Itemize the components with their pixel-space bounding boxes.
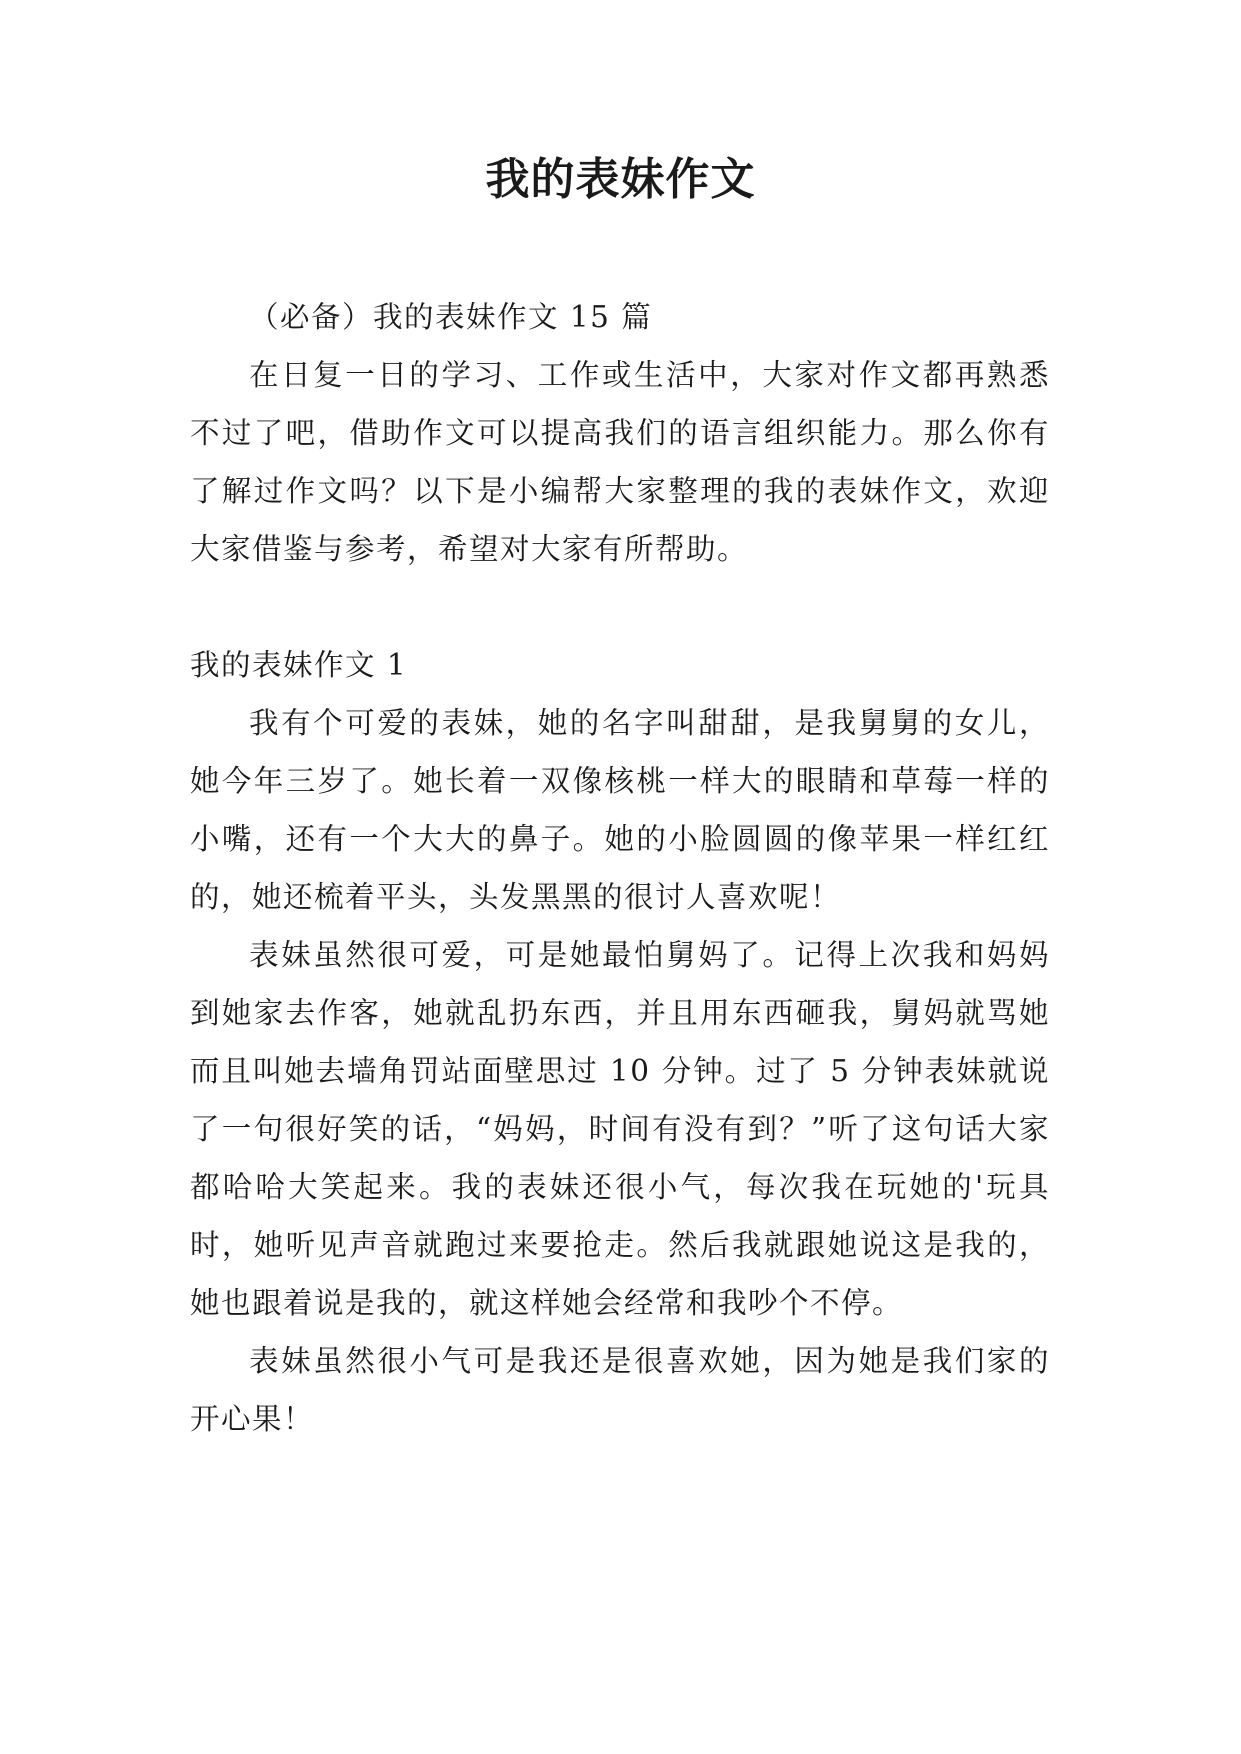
body-paragraph-3: 表妹虽然很小气可是我还是很喜欢她，因为她是我们家的开心果！ bbox=[190, 1344, 1050, 1436]
section-spacer bbox=[190, 578, 1050, 636]
document-body bbox=[190, 288, 1050, 1448]
body-paragraph-2: 表妹虽然很可爱，可是她最怕舅妈了。记得上次我和妈妈到她家去作客，她就乱扔东西，并且用东西砸我，舅妈就骂她而且叫她去墙角罚站面壁思过 10 分钟。过了 5 分钟表妹就说了一句很好笑的话，“妈妈，时间有没有到？”听了这句话大家都哈哈大笑起来。我的表妹还很小气，每次我在玩她的'玩具时，她听见声音就跑过来要抢走。然后我就跟她说这是我的，她也跟着说是我的，就这样她会经常和我吵个不停。 bbox=[190, 938, 1050, 1320]
section-heading: 我的表妹作文 1 bbox=[190, 648, 408, 682]
intro-paragraph: 在日复一日的学习、工作或生活中，大家对作文都再熟悉不过了吧，借助作文可以提高我们的语言组织能力。那么你有了解过作文吗？以下是小编帮大家整理的我的表妹作文，欢迎大家借鉴与参考，希望对大家有所帮助。 bbox=[190, 358, 1050, 566]
document-subtitle: （必备）我的表妹作文 15 篇 bbox=[249, 300, 653, 334]
document-title: 我的表妹作文 bbox=[485, 154, 756, 205]
body-paragraph-1: 我有个可爱的表妹，她的名字叫甜甜，是我舅舅的女儿，她今年三岁了。她长着一双像核桃一样大的眼睛和草莓一样的小嘴，还有一个大大的鼻子。她的小脸圆圆的像苹果一样红红的，她还梳着平头，头发黑黑的很讨人喜欢呢！ bbox=[190, 706, 1050, 914]
